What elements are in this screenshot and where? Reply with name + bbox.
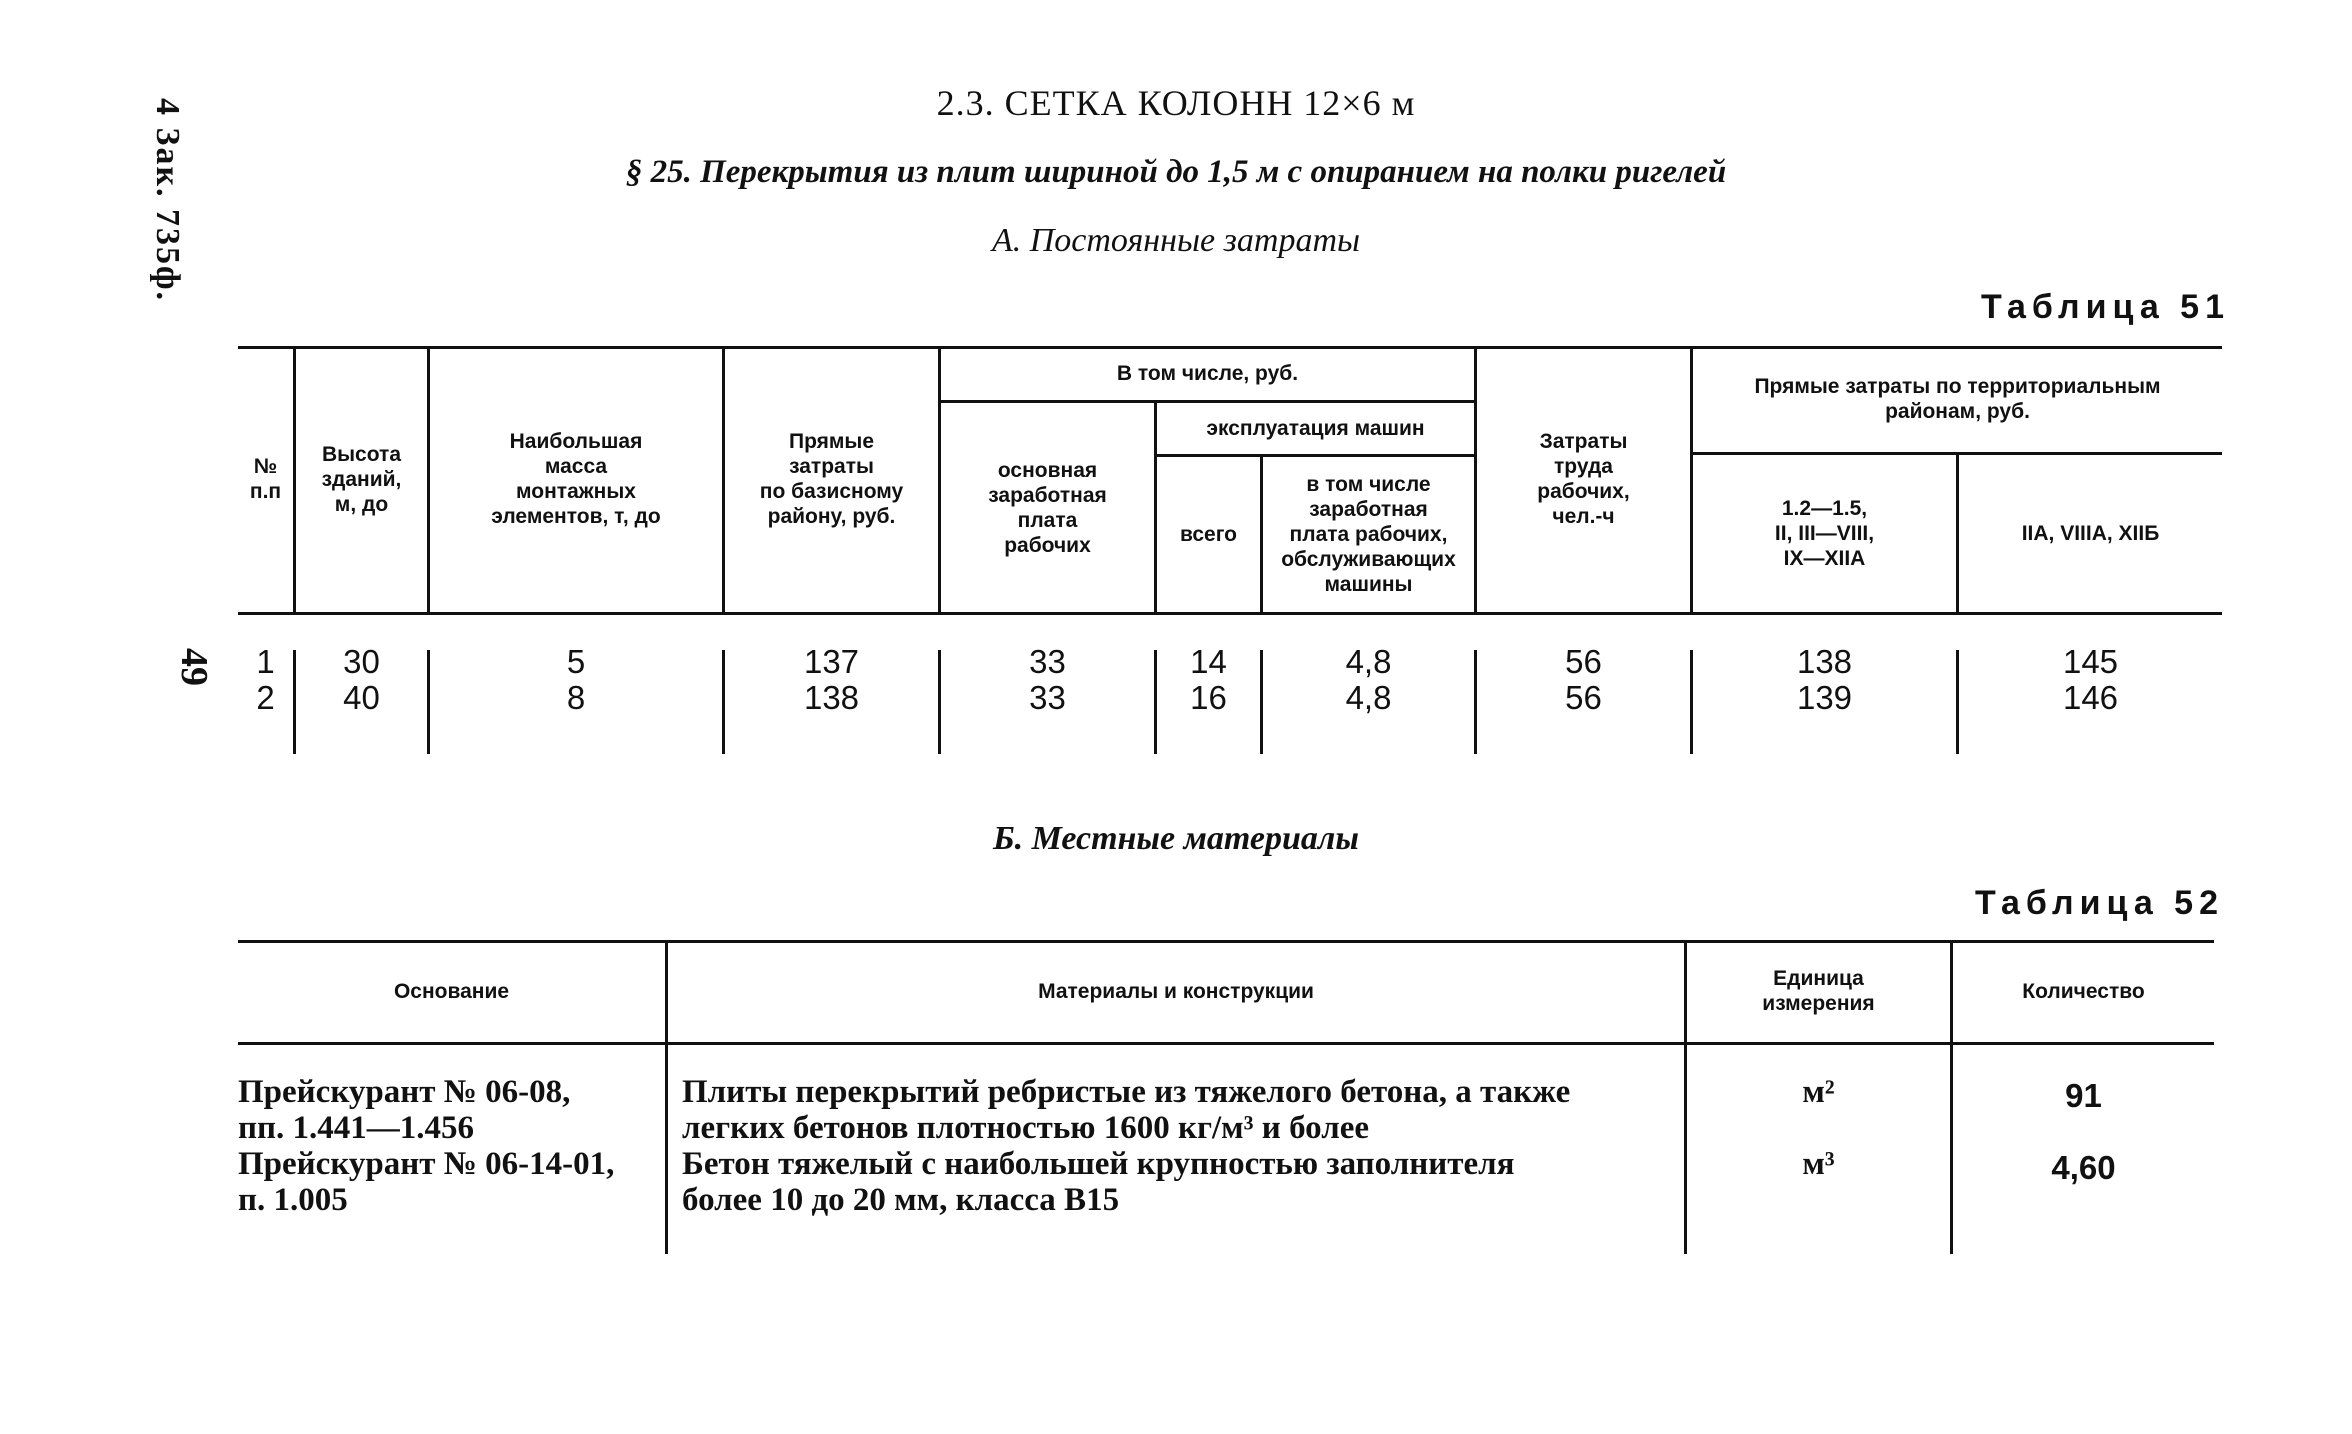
cell-direct: 138 [803, 679, 860, 716]
cell-basis: Прейскурант № 06-14-01, п. 1.005 [238, 1146, 615, 1218]
cell-materials: Плиты перекрытий ребристые из тяжелого бетона, а также легких бетонов плотностью 1600 кг/м³ и более [682, 1074, 1571, 1146]
cell-quantity: 91 [2065, 1077, 2102, 1114]
header-including: В том числе, руб. [1116, 361, 1299, 385]
header-wages: основная заработная плата рабочих [988, 458, 1107, 557]
header-regions: Прямые затраты по территориальным районам, руб. [1754, 375, 2161, 423]
cell-mass: 8 [566, 679, 586, 716]
cell-height: 30 [343, 643, 380, 680]
table51-caption: Таблица 51 [1981, 288, 2230, 326]
cell-unit: м² [1802, 1074, 1835, 1110]
cell-labor: 56 [1565, 643, 1602, 680]
cell-region-2: 145 [2062, 643, 2119, 680]
header-labor: Затраты труда рабочих, чел.-ч [1537, 430, 1630, 528]
cell-machines-total: 14 [1190, 643, 1227, 680]
cell-machines-total: 16 [1190, 679, 1227, 716]
header-region-2: IIА, VIIIА, XIIБ [2021, 522, 2160, 545]
cell-machine-wages: 4,8 [1345, 643, 1392, 680]
section-title: 2.3. СЕТКА КОЛОНН 12×6 м [936, 83, 1416, 123]
header-machines-total: всего [1179, 523, 1238, 546]
header-quantity: Количество [2022, 979, 2145, 1003]
cell-direct: 137 [803, 643, 860, 680]
header-direct-costs: Прямые затраты по базисному району, руб. [759, 430, 904, 528]
header-height: Высота зданий, м, до [321, 442, 402, 516]
header-region-1: 1.2—1.5, II, III—VIII, IX—XIIА [1774, 497, 1875, 570]
header-num: № п.п [249, 455, 282, 503]
cell-wages: 33 [1029, 679, 1066, 716]
paragraph-title: § 25. Перекрытия из плит шириной до 1,5 м с опиранием на полки ригелей [625, 154, 1727, 190]
cell-num: 2 [256, 679, 275, 716]
header-materials: Материалы и конструкции [1038, 979, 1314, 1003]
header-mass: Наибольшая масса монтажных элементов, т, до [491, 430, 661, 528]
header-machines: эксплуатация машин [1206, 417, 1425, 440]
cell-mass: 5 [566, 643, 586, 680]
header-unit: Единица измерения [1762, 967, 1875, 1015]
part-b-title: Б. Местные материалы [993, 820, 1359, 857]
table52-caption: Таблица 52 [1975, 884, 2224, 922]
cell-labor: 56 [1565, 679, 1602, 716]
order-note: 4 Зак. 735ф. [149, 98, 186, 303]
page-number: 49 [173, 648, 215, 686]
cell-wages: 33 [1029, 643, 1066, 680]
cell-region-2: 146 [2062, 679, 2119, 716]
part-a-title: А. Постоянные затраты [991, 222, 1361, 259]
cell-quantity: 4,60 [2051, 1149, 2116, 1186]
cell-region-1: 139 [1796, 679, 1853, 716]
header-basis: Основание [393, 979, 510, 1003]
cell-height: 40 [343, 679, 380, 716]
cell-num: 1 [256, 643, 275, 680]
header-machine-wages: в том числе заработная плата рабочих, обслуживающих машины [1281, 473, 1456, 596]
cell-materials: Бетон тяжелый с наибольшей крупностью заполнителя более 10 до 20 мм, класса В15 [682, 1146, 1515, 1218]
cell-machine-wages: 4,8 [1345, 679, 1392, 716]
cell-region-1: 138 [1796, 643, 1853, 680]
cell-unit: м³ [1802, 1146, 1835, 1182]
cell-basis: Прейскурант № 06-08, пп. 1.441—1.456 [238, 1074, 571, 1146]
